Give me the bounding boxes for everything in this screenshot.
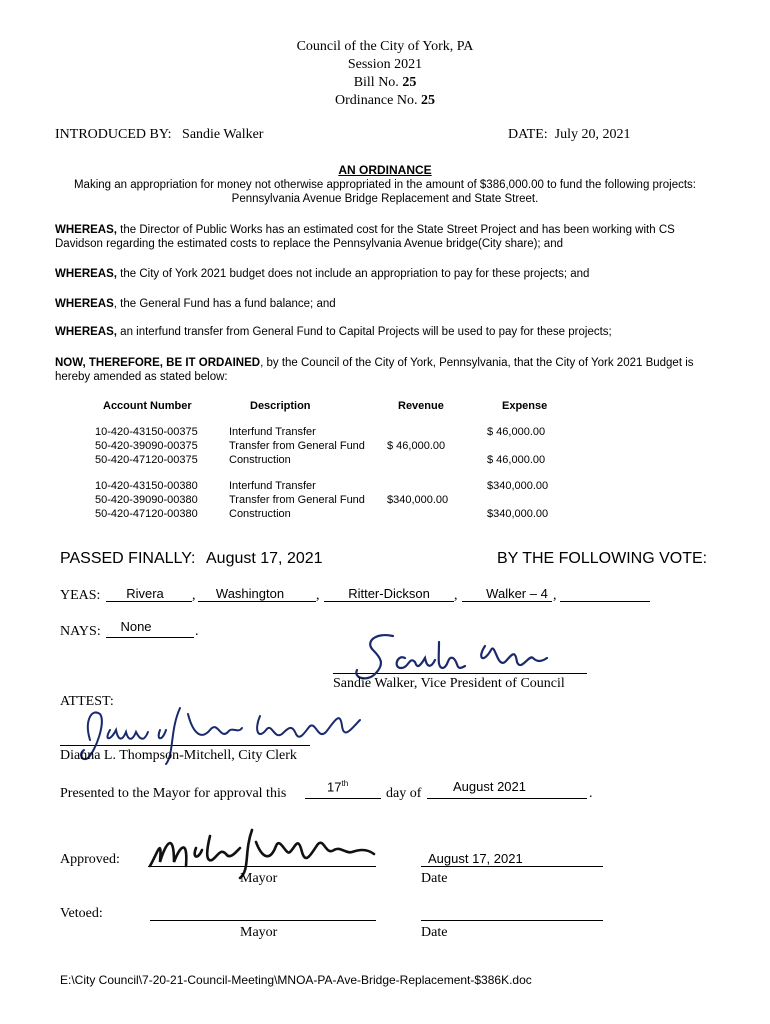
table-cell-account: 50-420-47120-00375 (95, 454, 198, 466)
yea-vote: Walker – 4 (486, 586, 548, 601)
separator-comma: , (316, 588, 320, 603)
table-cell-account: 50-420-47120-00380 (95, 508, 198, 520)
table-cell-expense: $340,000.00 (487, 508, 549, 520)
ordained-clause: NOW, THEREFORE, BE IT ORDAINED, by the Council of the City of York, Pennsylvania, that the City of York 2021 Budget is hereby amended as stated below: (55, 357, 694, 383)
separator-period: . (195, 624, 199, 639)
passed-finally-date: August 17, 2021 (206, 550, 323, 567)
yeas-line (324, 601, 454, 602)
vetoed-label: Vetoed: (60, 906, 103, 921)
table-cell-description: Transfer from General Fund (229, 440, 365, 452)
council-heading: Council of the City of York, PA (296, 39, 474, 54)
mayor-vetoed-line (150, 920, 376, 921)
yea-vote: Washington (215, 586, 285, 601)
table-cell-expense: $340,000.00 (487, 480, 549, 492)
document-file-path: E:\City Council\7-20-21-Council-Meeting\MNOA-PA-Ave-Bridge-Replacement-$386K.doc (60, 973, 532, 987)
table-cell-revenue: $ 46,000.00 (387, 440, 446, 452)
approved-date: August 17, 2021 (428, 851, 523, 866)
ordinance-title: AN ORDINANCE (338, 163, 432, 177)
yeas-line (106, 601, 192, 602)
table-cell-description: Construction (229, 508, 291, 520)
vote-heading: BY THE FOLLOWING VOTE: (497, 550, 708, 567)
yeas-label: YEAS: (60, 588, 101, 603)
date-label: Date (421, 871, 448, 886)
nays-value: None (120, 619, 152, 634)
yeas-line (198, 601, 316, 602)
nays-line (106, 637, 194, 638)
day-of-label: day of (386, 786, 422, 801)
column-header-description: Description (250, 400, 311, 412)
yea-vote: Rivera (126, 586, 164, 601)
mayor-label: Mayor (240, 871, 278, 886)
presented-day-line (305, 798, 381, 799)
yea-vote: Ritter-Dickson (348, 586, 430, 601)
attest-label: ATTEST: (60, 694, 114, 709)
passed-finally-label: PASSED FINALLY: (60, 550, 196, 567)
approved-date-line (421, 866, 603, 867)
date-label: Date (421, 925, 448, 940)
separator-comma: , (454, 588, 458, 603)
presented-month-line (427, 798, 587, 799)
session-heading: Session 2021 (347, 57, 423, 72)
table-cell-expense: $ 46,000.00 (487, 454, 546, 466)
approved-label: Approved: (60, 852, 120, 867)
introduced-date: DATE: July 20, 2021 (508, 127, 631, 142)
introduced-by: INTRODUCED BY: Sandie Walker (55, 127, 264, 142)
table-cell-account: 10-420-43150-00375 (95, 426, 198, 438)
presented-day: 17th (327, 779, 349, 795)
bill-number: Bill No. 25 (353, 75, 417, 90)
nays-label: NAYS: (60, 624, 101, 639)
vetoed-date-line (421, 920, 603, 921)
ordinance-summary: Making an appropriation for money not otherwise appropriated in the amount of $386,000.00 to fund the following projects: Pennsylvania Avenue Bridge Replacement and State Street. (73, 179, 697, 205)
table-cell-description: Construction (229, 454, 291, 466)
whereas-clause: WHEREAS, the General Fund has a fund balance; and (55, 298, 336, 310)
ordinance-number: Ordinance No. 25 (335, 93, 435, 108)
clerk-caption: Dianna L. Thompson-Mitchell, City Clerk (60, 748, 297, 763)
column-header-account: Account Number (103, 400, 192, 412)
column-header-revenue: Revenue (398, 400, 444, 412)
table-cell-account: 50-420-39090-00380 (95, 494, 198, 506)
table-cell-description: Interfund Transfer (229, 480, 316, 492)
presented-label: Presented to the Mayor for approval this (60, 786, 287, 801)
whereas-clause: WHEREAS, the City of York 2021 budget does not include an appropriation to pay for these projects; and (55, 268, 590, 280)
whereas-clause: WHEREAS, an interfund transfer from General Fund to Capital Projects will be used to pay for these projects; (55, 326, 612, 338)
presented-month: August 2021 (452, 779, 526, 794)
table-cell-expense: $ 46,000.00 (487, 426, 546, 438)
yeas-line (462, 601, 552, 602)
table-cell-revenue: $340,000.00 (387, 494, 449, 506)
separator-comma: , (192, 588, 196, 603)
separator-comma: , (553, 588, 557, 603)
yeas-line (560, 601, 650, 602)
table-cell-account: 50-420-39090-00375 (95, 440, 198, 452)
column-header-expense: Expense (502, 400, 548, 412)
table-cell-account: 10-420-43150-00380 (95, 480, 198, 492)
table-cell-description: Transfer from General Fund (229, 494, 365, 506)
president-caption: Sandie Walker, Vice President of Council (333, 676, 565, 691)
separator-period: . (589, 786, 593, 801)
whereas-clause: WHEREAS, the Director of Public Works has an estimated cost for the State Street Project and has been working with CS Davidson regarding the estimated costs to replace the Pennsylvania Avenue bridge(City share); and (55, 224, 675, 250)
mayor-label: Mayor (240, 925, 278, 940)
table-cell-description: Interfund Transfer (229, 426, 316, 438)
